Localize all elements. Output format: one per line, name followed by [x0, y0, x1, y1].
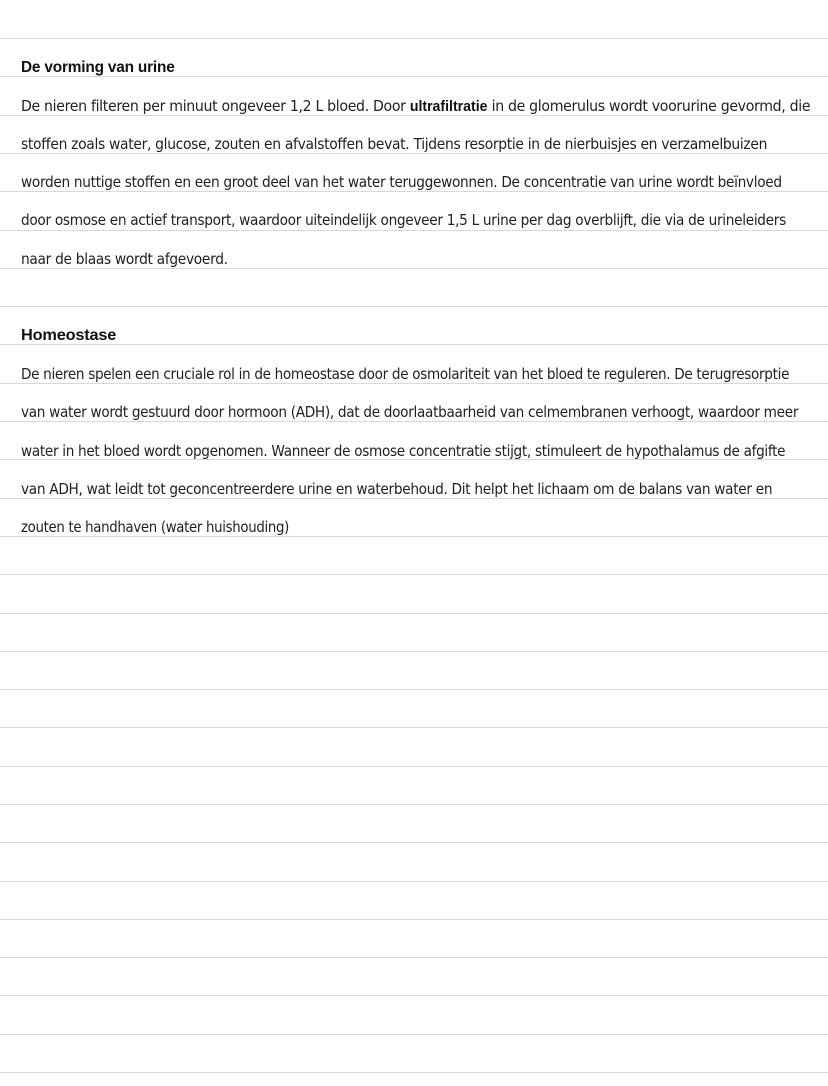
- paragraph-line: water in het bloed wordt opgenomen. Wanneer de osmose concentratie stijgt, stimuleert de hypothalamus de afgifte: [21, 442, 786, 460]
- paragraph-line: De nieren spelen een cruciale rol in de homeostase door de osmolariteit van het bloed te reguleren. De terugresorptie: [21, 365, 790, 383]
- ruled-line: [0, 766, 828, 767]
- bold-term-ultrafiltratie: ultrafiltratie: [409, 98, 488, 115]
- ruled-line: [0, 613, 828, 614]
- ruled-line: [0, 957, 828, 958]
- ruled-line: [0, 1034, 828, 1035]
- ruled-line: [0, 574, 828, 575]
- paragraph-line: van ADH, wat leidt tot geconcentreerdere urine en waterbehoud. Dit helpt het lichaam om de balans van water en: [21, 480, 773, 498]
- ruled-line: [0, 919, 828, 920]
- ruled-line: [0, 804, 828, 805]
- paragraph-line: stoffen zoals water, glucose, zouten en afvalstoffen bevat. Tijdens resorptie in de nierbuisjes en verzamelbuizen: [21, 135, 768, 153]
- ruled-line: [0, 881, 828, 882]
- ruled-line: [0, 995, 828, 996]
- text-run: De nieren filteren per minuut ongeveer 1,2 L bloed. Door: [21, 97, 410, 115]
- ruled-line: [0, 689, 828, 690]
- paragraph-line: door osmose en actief transport, waardoor uiteindelijk ongeveer 1,5 L urine per dag overblijft, die via de urineleiders: [21, 211, 786, 229]
- text-run: in de glomerulus wordt voorurine gevormd, die: [487, 97, 811, 115]
- paragraph-line: naar de blaas wordt afgevoerd.: [21, 250, 228, 268]
- paragraph-line: worden nuttige stoffen en een groot deel van het water teruggewonnen. De concentratie van urine wordt beïnvloed: [21, 173, 782, 191]
- paragraph-line: van water wordt gestuurd door hormoon (ADH), dat de doorlaatbaarheid van celmembranen verhoogt, waardoor meer: [21, 403, 799, 421]
- paragraph-line: [21, 96, 810, 117]
- ruled-line: [0, 727, 828, 728]
- ruled-line: [0, 306, 828, 307]
- paragraph-line: zouten te handhaven (water huishouding): [21, 518, 290, 536]
- ruled-line: [0, 651, 828, 652]
- ruled-line: [0, 38, 828, 39]
- ruled-line: [0, 842, 828, 843]
- section-heading-urine-formation: De vorming van urine: [21, 59, 175, 76]
- ruled-line: [0, 1072, 828, 1073]
- section-heading-homeostase: Homeostase: [21, 327, 117, 344]
- ruled-line: [0, 344, 828, 345]
- ruled-line: [0, 230, 828, 231]
